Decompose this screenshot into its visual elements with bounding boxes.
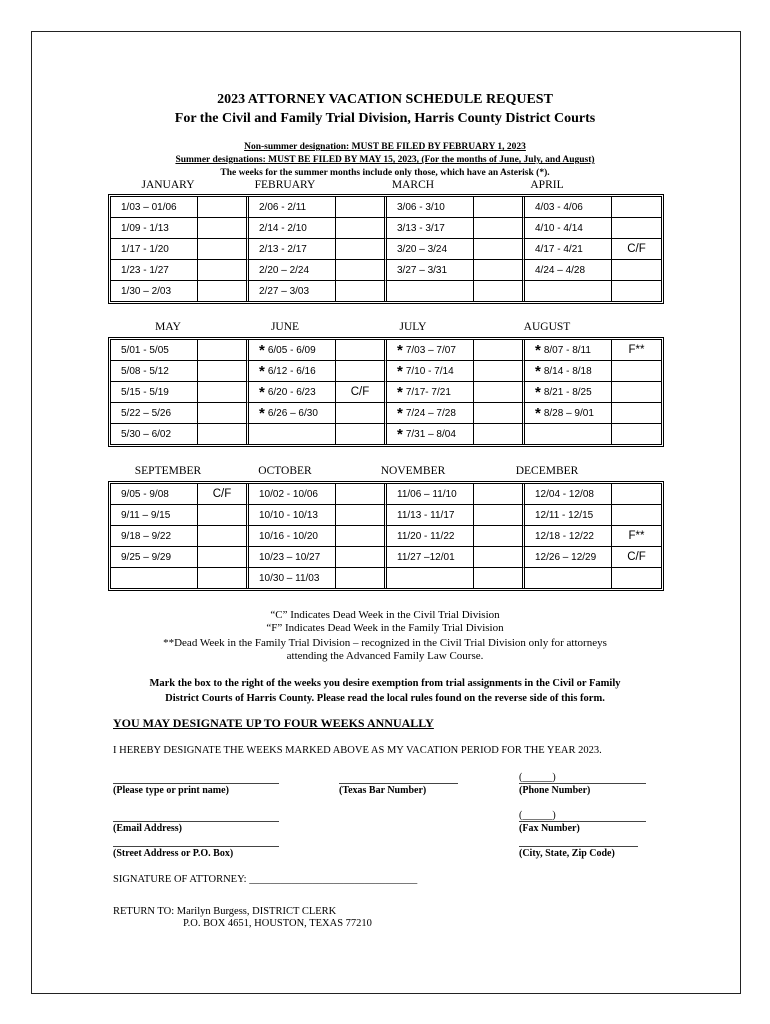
week-date-cell	[525, 403, 612, 424]
week-checkbox[interactable]	[336, 197, 387, 218]
week-checkbox[interactable]	[198, 197, 249, 218]
week-row	[111, 382, 661, 403]
week-checkbox[interactable]	[336, 340, 387, 361]
week-date-cell	[111, 340, 198, 361]
legend-ff-cont: attending the Advanced Family Law Course.	[286, 650, 484, 662]
week-row	[111, 505, 661, 526]
week-checkbox[interactable]	[474, 505, 525, 526]
summer-asterisk: *	[535, 341, 541, 359]
month-label: NOVEMBER	[380, 465, 446, 477]
summer-asterisk: *	[259, 341, 265, 359]
week-checkbox[interactable]	[474, 281, 525, 301]
bar-number-line[interactable]	[339, 783, 458, 784]
week-date: 9/25 – 9/29	[121, 551, 172, 563]
month-header-row	[108, 179, 658, 193]
week-date: 11/06 – 11/10	[397, 488, 457, 500]
signature-line[interactable]: SIGNATURE OF ATTORNEY: ________________________________	[113, 874, 418, 885]
street-label: (Street Address or P.O. Box)	[113, 848, 234, 859]
calendar-table	[108, 194, 664, 304]
week-date-cell	[525, 340, 612, 361]
week-checkbox[interactable]	[198, 340, 249, 361]
return-to: RETURN TO: Marilyn Burgess, DISTRICT CLERK	[113, 906, 337, 917]
city-label: (City, State, Zip Code)	[519, 848, 615, 859]
week-date-cell	[525, 239, 612, 260]
week-date-cell	[387, 340, 474, 361]
week-date: 1/23 - 1/27	[121, 264, 169, 276]
week-date-cell	[387, 281, 474, 301]
summer-asterisk: *	[397, 383, 403, 401]
week-date: 10/30 – 11/03	[259, 572, 320, 584]
summer-asterisk: *	[259, 362, 265, 380]
week-checkbox[interactable]	[198, 403, 249, 424]
week-date: 4/17 - 4/21	[535, 243, 583, 255]
week-date: 10/02 - 10/06	[259, 488, 318, 500]
week-date-cell	[249, 218, 336, 239]
week-checkbox[interactable]	[198, 382, 249, 403]
week-row	[111, 340, 661, 361]
week-row	[111, 403, 661, 424]
week-checkbox[interactable]	[474, 547, 525, 568]
city-line[interactable]	[519, 846, 638, 847]
week-date-cell	[525, 484, 612, 505]
week-date: 7/24 – 7/28	[405, 407, 456, 419]
week-date-cell	[387, 260, 474, 281]
week-date: 6/12 - 6/16	[267, 365, 316, 377]
week-checkbox[interactable]	[612, 484, 661, 505]
designation-statement: I HEREBY DESIGNATE THE WEEKS MARKED ABOVE AS MY VACATION PERIOD FOR THE YEAR 2023.	[113, 745, 602, 756]
name-line[interactable]	[113, 783, 279, 784]
week-date-cell	[249, 361, 336, 382]
week-checkbox[interactable]	[198, 218, 249, 239]
week-date-cell	[111, 505, 198, 526]
week-date-cell	[249, 403, 336, 424]
week-checkbox[interactable]	[474, 340, 525, 361]
week-date: 9/11 – 9/15	[121, 509, 171, 521]
week-date-cell	[525, 505, 612, 526]
month-label: JULY	[399, 321, 427, 333]
week-checkbox[interactable]: C/F	[336, 382, 387, 403]
week-date-cell	[111, 547, 198, 568]
week-date-cell	[111, 281, 198, 301]
week-date-cell	[525, 361, 612, 382]
week-row	[111, 547, 661, 568]
week-date: 4/03 - 4/06	[535, 201, 583, 213]
week-date-cell	[387, 505, 474, 526]
summer-asterisk: *	[535, 383, 541, 401]
week-date-cell	[249, 260, 336, 281]
phone-label: (Phone Number)	[519, 785, 591, 796]
week-date: 12/11 - 12/15	[535, 509, 594, 521]
fax-label: (Fax Number)	[519, 823, 580, 834]
week-date-cell	[525, 281, 612, 301]
week-date: 5/22 – 5/26	[121, 407, 172, 419]
week-checkbox[interactable]	[612, 260, 661, 281]
week-checkbox[interactable]: F**	[612, 340, 661, 361]
form-subtitle: For the Civil and Family Trial Division, Harris County District Courts	[174, 111, 596, 126]
phone-line[interactable]	[519, 783, 646, 784]
week-date-cell	[249, 382, 336, 403]
week-date-cell	[525, 218, 612, 239]
week-checkbox[interactable]	[474, 568, 525, 588]
calendar-table	[108, 337, 664, 447]
week-date: 7/10 - 7/14	[405, 365, 454, 377]
week-checkbox[interactable]	[336, 424, 387, 444]
week-date-cell	[111, 361, 198, 382]
summer-asterisk: *	[259, 383, 265, 401]
max-weeks-heading: YOU MAY DESIGNATE UP TO FOUR WEEKS ANNUALLY	[113, 716, 434, 730]
week-date: 4/10 - 4/14	[535, 222, 583, 234]
return-address: P.O. BOX 4651, HOUSTON, TEXAS 77210	[183, 918, 372, 929]
instructions-line1: Mark the box to the right of the weeks you desire exemption from trial assignments in the Civil or Family	[149, 678, 621, 689]
week-checkbox[interactable]	[336, 484, 387, 505]
week-date-cell	[111, 424, 198, 444]
month-label: DECEMBER	[515, 465, 579, 477]
calendar-table	[108, 481, 664, 591]
week-date: 3/06 - 3/10	[397, 201, 445, 213]
week-date: 9/18 – 9/22	[121, 530, 172, 542]
week-row	[111, 260, 661, 281]
name-label: (Please type or print name)	[113, 785, 229, 796]
month-label: OCTOBER	[258, 465, 312, 477]
week-checkbox[interactable]: F**	[612, 526, 661, 547]
week-checkbox[interactable]	[198, 260, 249, 281]
week-checkbox[interactable]	[612, 505, 661, 526]
week-date: 8/28 – 9/01	[543, 407, 594, 419]
week-date: 1/03 – 01/06	[121, 201, 177, 213]
week-checkbox[interactable]	[612, 568, 661, 588]
week-checkbox[interactable]	[612, 281, 661, 301]
week-checkbox[interactable]	[198, 281, 249, 301]
month-label: SEPTEMBER	[134, 465, 202, 477]
week-checkbox[interactable]	[336, 403, 387, 424]
fax-line[interactable]	[519, 821, 646, 822]
week-date-cell	[249, 568, 336, 588]
week-date-cell	[387, 526, 474, 547]
week-checkbox[interactable]: C/F	[198, 484, 249, 505]
week-row	[111, 218, 661, 239]
week-date: 9/05 - 9/08	[121, 488, 169, 500]
week-date-cell	[249, 197, 336, 218]
week-date-cell	[387, 424, 474, 444]
week-date-cell	[387, 484, 474, 505]
week-date-cell	[525, 568, 612, 588]
week-date: 7/03 – 7/07	[405, 344, 456, 356]
week-date-cell	[111, 218, 198, 239]
deadline-summer: Summer designations: MUST BE FILED BY MAY 15, 2023, (For the months of June, July, and August)	[175, 155, 595, 165]
week-date: 10/10 - 10/13	[259, 509, 318, 521]
week-checkbox[interactable]	[474, 484, 525, 505]
week-checkbox[interactable]: C/F	[612, 239, 661, 260]
week-date: 11/20 - 11/22	[397, 530, 455, 542]
week-checkbox[interactable]	[612, 218, 661, 239]
week-date: 1/17 - 1/20	[121, 243, 169, 255]
week-row	[111, 484, 661, 505]
week-date-cell	[111, 568, 198, 588]
week-date-cell	[525, 260, 612, 281]
week-checkbox[interactable]	[474, 424, 525, 444]
week-date: 6/26 – 6/30	[267, 407, 318, 419]
week-date-cell	[249, 340, 336, 361]
week-checkbox[interactable]	[612, 361, 661, 382]
week-date-cell	[249, 239, 336, 260]
week-date-cell	[111, 260, 198, 281]
week-date-cell	[387, 197, 474, 218]
week-date: 2/13 - 2/17	[259, 243, 307, 255]
month-label: MAY	[155, 321, 181, 333]
week-date: 3/13 - 3/17	[397, 222, 445, 234]
week-checkbox[interactable]	[474, 403, 525, 424]
week-checkbox[interactable]	[198, 239, 249, 260]
week-date: 5/08 - 5/12	[121, 365, 169, 377]
summer-asterisk: *	[397, 425, 403, 443]
week-date: 7/17- 7/21	[405, 386, 451, 398]
week-date: 2/14 - 2/10	[259, 222, 307, 234]
week-checkbox[interactable]	[198, 547, 249, 568]
summer-asterisk: *	[535, 404, 541, 422]
week-date-cell	[387, 218, 474, 239]
form-title: 2023 ATTORNEY VACATION SCHEDULE REQUEST	[217, 92, 553, 107]
week-checkbox[interactable]	[336, 218, 387, 239]
week-date: 5/01 - 5/05	[121, 344, 169, 356]
week-date-cell	[525, 197, 612, 218]
summer-asterisk: *	[397, 404, 403, 422]
week-checkbox[interactable]	[474, 382, 525, 403]
week-checkbox[interactable]	[474, 526, 525, 547]
week-date-cell	[111, 484, 198, 505]
email-line[interactable]	[113, 821, 279, 822]
week-date-cell	[387, 239, 474, 260]
week-date: 10/23 – 10/27	[259, 551, 321, 563]
week-checkbox[interactable]	[612, 403, 661, 424]
week-date: 11/27 –12/01	[397, 551, 455, 563]
week-date-cell	[249, 547, 336, 568]
week-date-cell	[525, 382, 612, 403]
week-row	[111, 568, 661, 588]
week-date-cell	[387, 382, 474, 403]
week-row	[111, 424, 661, 444]
week-date-cell	[111, 382, 198, 403]
week-date-cell	[249, 424, 336, 444]
week-checkbox[interactable]	[474, 218, 525, 239]
week-date: 3/27 – 3/31	[397, 264, 448, 276]
week-checkbox[interactable]	[474, 361, 525, 382]
week-date: 6/05 - 6/09	[267, 344, 316, 356]
week-row	[111, 239, 661, 260]
week-checkbox[interactable]	[612, 424, 661, 444]
week-checkbox[interactable]	[474, 197, 525, 218]
week-date: 3/20 – 3/24	[397, 243, 448, 255]
week-date-cell	[525, 547, 612, 568]
week-checkbox[interactable]	[474, 260, 525, 281]
week-checkbox[interactable]	[336, 361, 387, 382]
month-header-row	[108, 321, 658, 335]
week-date: 4/24 – 4/28	[535, 264, 586, 276]
bar-number-label: (Texas Bar Number)	[339, 785, 427, 796]
week-checkbox[interactable]	[198, 505, 249, 526]
week-checkbox[interactable]	[336, 281, 387, 301]
week-date: 12/18 - 12/22	[535, 530, 594, 542]
week-date: 5/30 – 6/02	[121, 428, 172, 440]
week-checkbox[interactable]	[612, 382, 661, 403]
week-checkbox[interactable]	[336, 260, 387, 281]
week-date: 7/31 – 8/04	[405, 428, 456, 440]
week-date: 2/06 - 2/11	[259, 201, 307, 213]
week-date: 8/21 - 8/25	[543, 386, 592, 398]
month-header-row	[108, 465, 658, 479]
week-date-cell	[387, 361, 474, 382]
week-date-cell	[387, 547, 474, 568]
week-date: 6/20 - 6/23	[267, 386, 316, 398]
week-checkbox[interactable]	[612, 197, 661, 218]
week-date: 2/27 – 3/03	[259, 285, 310, 297]
summer-asterisk: *	[397, 341, 403, 359]
week-checkbox[interactable]	[474, 239, 525, 260]
week-date: 8/07 - 8/11	[543, 344, 591, 356]
week-date-cell	[387, 403, 474, 424]
week-checkbox[interactable]	[198, 568, 249, 588]
week-checkbox[interactable]	[336, 547, 387, 568]
week-row	[111, 197, 661, 218]
instructions-line2: District Courts of Harris County. Please read the local rules found on the reverse side of this form.	[165, 693, 605, 704]
week-checkbox[interactable]	[198, 424, 249, 444]
legend-c: “C” Indicates Dead Week in the Civil Trial Division	[270, 609, 500, 621]
week-date-cell	[525, 424, 612, 444]
week-checkbox[interactable]	[336, 526, 387, 547]
week-date: 2/20 – 2/24	[259, 264, 310, 276]
week-date: 12/04 - 12/08	[535, 488, 594, 500]
month-label: JUNE	[270, 321, 300, 333]
phone-area-code: (______)	[519, 772, 556, 783]
week-date: 8/14 - 8/18	[543, 365, 592, 377]
month-label: JANUARY	[141, 179, 195, 191]
street-line[interactable]	[113, 846, 279, 847]
week-checkbox[interactable]	[198, 526, 249, 547]
week-date: 1/09 - 1/13	[121, 222, 169, 234]
week-date-cell	[249, 526, 336, 547]
summer-asterisk: *	[259, 404, 265, 422]
week-row	[111, 281, 661, 301]
week-date-cell	[111, 239, 198, 260]
month-label: MARCH	[391, 179, 435, 191]
week-date: 5/15 - 5/19	[121, 386, 169, 398]
week-date: 1/30 – 2/03	[121, 285, 172, 297]
week-date-cell	[249, 281, 336, 301]
week-date-cell	[111, 403, 198, 424]
week-date-cell	[249, 505, 336, 526]
week-checkbox[interactable]: C/F	[612, 547, 661, 568]
week-date-cell	[111, 197, 198, 218]
deadline-nonsummer: Non-summer designation: MUST BE FILED BY FEBRUARY 1, 2023	[244, 142, 526, 152]
week-date-cell	[249, 484, 336, 505]
summer-asterisk: *	[535, 362, 541, 380]
week-date-cell	[111, 526, 198, 547]
week-date: 10/16 - 10/20	[259, 530, 318, 542]
fax-area-code: (______)	[519, 810, 556, 821]
week-date: 12/26 – 12/29	[535, 551, 597, 563]
week-checkbox[interactable]	[336, 568, 387, 588]
week-date-cell	[387, 568, 474, 588]
week-date: 11/13 - 11/17	[397, 509, 455, 521]
summer-asterisk: *	[397, 362, 403, 380]
week-row	[111, 361, 661, 382]
week-checkbox[interactable]	[336, 505, 387, 526]
week-checkbox[interactable]	[198, 361, 249, 382]
summer-note: The weeks for the summer months include only those, which have an Asterisk (*).	[220, 168, 550, 178]
legend-f: “F” Indicates Dead Week in the Family Trial Division	[266, 622, 504, 634]
legend-ff: **Dead Week in the Family Trial Division – recognized in the Civil Trial Division only for attorneys	[163, 637, 607, 649]
month-label: APRIL	[530, 179, 564, 191]
month-label: FEBRUARY	[254, 179, 316, 191]
month-label: AUGUST	[523, 321, 571, 333]
week-row	[111, 526, 661, 547]
week-date-cell	[525, 526, 612, 547]
week-checkbox[interactable]	[336, 239, 387, 260]
email-label: (Email Address)	[113, 823, 182, 834]
